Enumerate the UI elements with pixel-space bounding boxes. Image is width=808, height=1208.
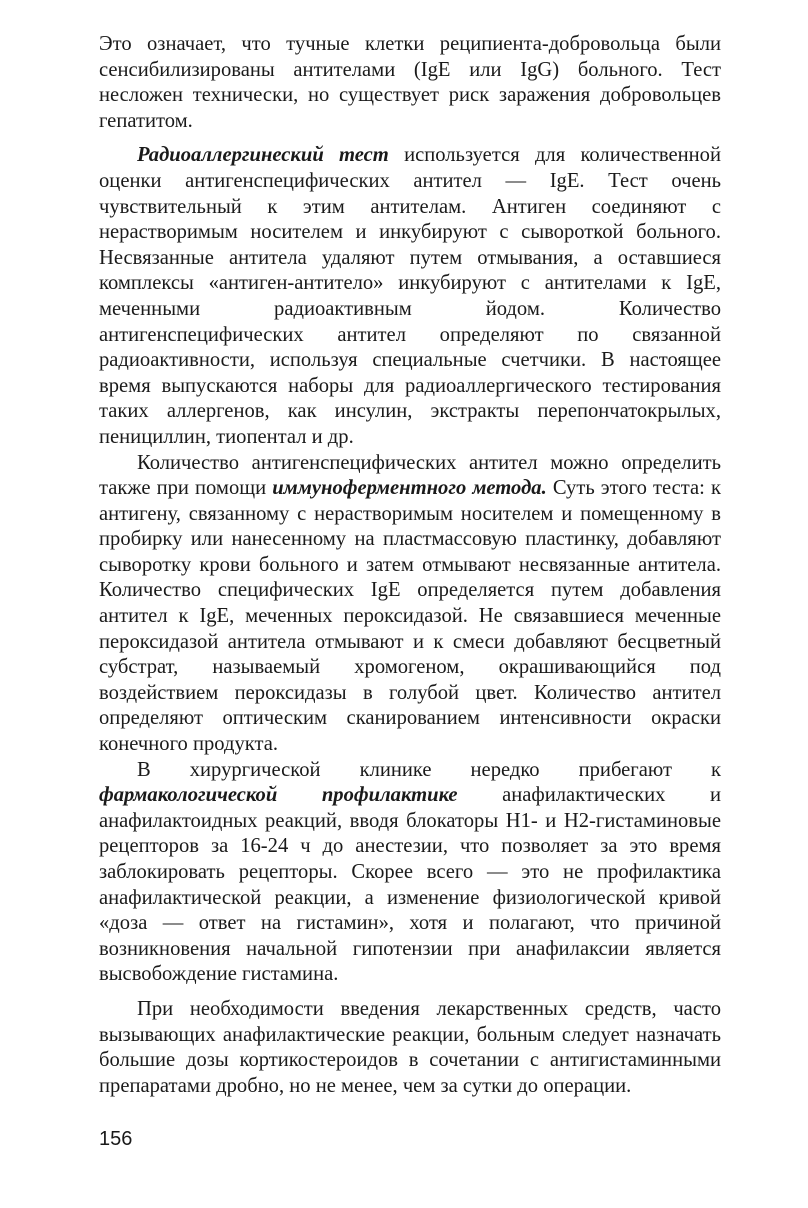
term-pharmacological-prophylaxis: фармакологической профилактике [99, 784, 458, 807]
term-enzyme-immunoassay: иммуноферментного метода. [272, 477, 547, 500]
paragraph-prophylaxis [99, 758, 721, 988]
page-body [99, 32, 721, 1099]
paragraph-elisa [99, 451, 721, 758]
paragraph-text: используется для количественной оценки антигенспецифических антител — IgE. Тест очень чувствительный к этим антителам. Антиген соединяют с нерастворимым носителем и инкубируют с сывороткой больного. Несвязанные антитела удаляют путем отмывания, а оставшиеся комплексы «антиген-антитело» инкубируют с антителами к IgE, меченными радиоактивным йодом. Количество антигенспецифических антител определяют по связанной радиоактивности, используя специальные счетчики. В настоящее время выпускаются наборы для радиоаллергического тестирования таких аллергенов, как инсулин, экстракты перепончатокрылых, пенициллин, тиопентал и др. [99, 144, 721, 448]
paragraph-text: При необходимости введения лекарственных средств, часто вызывающих анафилактические реакции, больным следует назначать большие дозы кортикостероидов в сочетании с антигистаминными препаратами дробно, но не менее, чем за сутки до операции. [99, 997, 721, 1097]
paragraph-text: Количество антигенспецифических антител можно определить также при помощи [99, 451, 721, 500]
paragraph-radioallergosorbent-test [99, 143, 721, 450]
paragraph-text: В хирургической клинике нередко прибегают к [137, 758, 721, 781]
paragraph-text: Суть этого теста: к антигену, связанному с нерастворимым носителем и помещенному в пробирку или нанесенному на пластмассовую пластинку, добавляют сыворотку крови больного и затем отмывают несвязанные антитела. Количество специфических IgE определяется путем добавления антител к IgE, меченных пероксидазой. Не связавшиеся меченные пероксидазой антитела отмывают и к смеси добавляют бесцветный субстрат, называемый хромогеном, окрашивающийся под воздействием пероксидазы в голубой цвет. Количество антител определяют оптическим сканированием интенсивности окраски конечного продукта. [99, 477, 721, 756]
page-number: 156 [99, 1128, 133, 1150]
paragraph-text: Это означает, что тучные клетки реципиента-добровольца были сенсибилизированы антителами (IgE или IgG) больного. Тест несложен технически, но существует риск заражения добровольцев гепатитом. [99, 33, 721, 132]
paragraph-text: анафилактических и анафилактоидных реакций, вводя блокаторы Н1- и Н2-гистаминовые рецепторов за 16-24 ч до анестезии, что позволяет за это время заблокировать рецепторы. Скорее всего — это не профилактика анафилактической реакции, а изменение физиологической кривой «доза — ответ на гистамин», хотя и полагают, что причиной возникновения начальной гипотензии при анафилаксии является высвобождение гистамина. [99, 784, 721, 986]
term-radioallergic-test: Радиоаллергинеский тест [137, 144, 389, 167]
paragraph-corticosteroids [99, 997, 721, 1099]
paragraph-intro [99, 32, 721, 134]
